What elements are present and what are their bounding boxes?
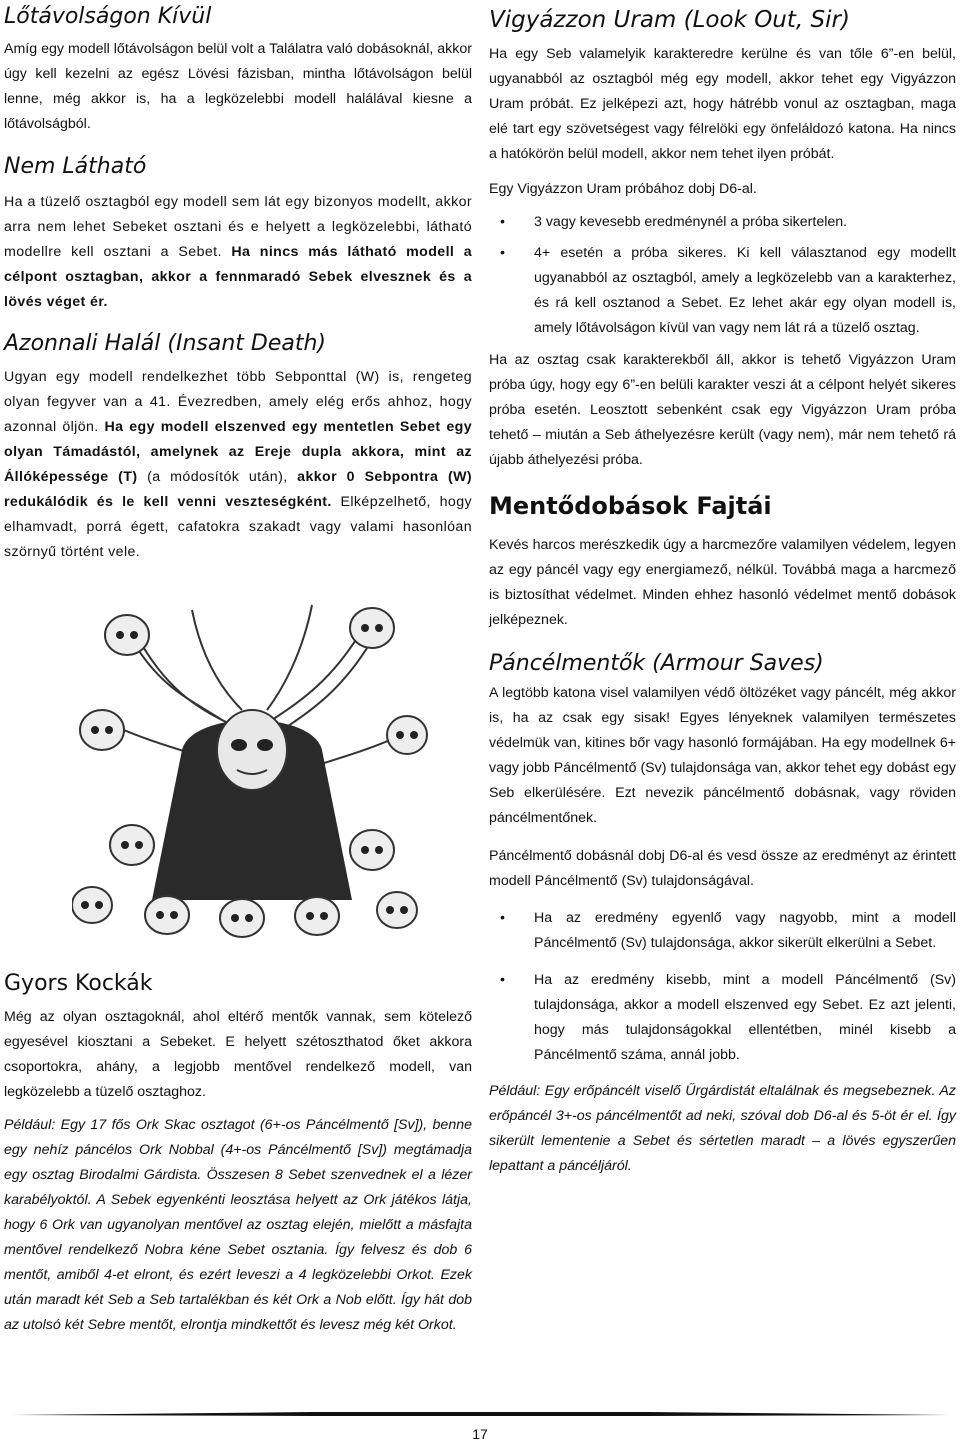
heading-out-of-range: Lőtávolságon Kívül [4, 4, 212, 29]
example-armour-saves: Például: Egy erőpáncélt viselő Űrgárdistát eltalálnak és megsebeznek. Az erőpáncél 3+-os páncélmentőt ad neki, szóval dob D6-al és 5-öt ér el. Így sikerült lementenie a Sebet és sértetlen maradt – a lövés egyszerűen lepattant a páncéljáról. [489, 1083, 956, 1174]
heading-armour-saves: Páncélmentők (Armour Saves) [489, 651, 824, 676]
paragraph-look-out-sir: Ha egy Seb valamelyik karakteredre kerülne és van tőle 6”-en belül, ugyanabból az osztagból még egy modell, akkor tehet egy Vigyázzon Uram próbát. Ez jelképezi azt, hogy hátrébb vonul az osztagban, maga elé tart egy szövetségest vagy félrelöki egy önfeláldozó katona. Ha nincs a hatókörön belül modell, akkor nem tehet ilyen próbát. [489, 46, 956, 162]
footer-rule [12, 1411, 948, 1417]
paragraph-armour-saves: A legtöbb katona visel valamilyen védő öltözéket vagy páncélt, még akkor is, ha az csak egy sisak! Egyes lényeknek valamilyen természetes védelmük van, kitines bőr vagy hasonló formájában. Ha egy modellnek 6+ vagy jobb Páncélmentő (Sv) tulajdonsága van, akkor tehet egy dobást egy Seb elkerülésére. Ezt nevezik páncélmentő dobásnak, vagy röviden páncélmentőnek. [489, 685, 956, 826]
paragraph-instant-death [4, 365, 472, 565]
heading-look-out-sir: Vigyázzon Uram (Look Out, Sir) [489, 7, 850, 33]
paragraph-look-out-sir-after: Ha az osztag csak karakterekből áll, akkor is tehető Vigyázzon Uram próba úgy, hogy egy 6”-en belüli karakter veszi át a célpont helyét sikeres próba esetén. Leosztott sebenként csak egy Vigyázzon Uram próba tehető – miután a Seb áthelyezésre került (vagy nem), már nem tehető rá újabb áthelyezési próba. [489, 352, 956, 468]
cyborg-skulls-illustration [72, 600, 432, 940]
right-column [489, 0, 956, 1179]
heading-instant-death: Azonnali Halál (Insant Death) [4, 331, 326, 356]
not-visible-bold: Ha nincs más látható modell a célpont osztagban, akkor a fennmaradó Sebek elvesznek és a lövés véget ér. [4, 244, 473, 310]
instant-death-bold-2: akkor 0 Sebpontra (W) redukálódik és le kell venni veszteségként. [4, 469, 472, 510]
heading-save-types: Mentődobások Fajtái [489, 492, 772, 520]
paragraph-save-types: Kevés harcos merészkedik úgy a harcmezőre valamilyen védelem, legyen az egy páncél vagy egy energiamező, nélkül. Továbbá maga a harcmező is biztosíthat védelmet. Minden ehhez hasonló védelmet mentő dobások jelképeznek. [489, 537, 956, 628]
heading-not-visible: Nem Látható [4, 154, 147, 179]
bullet-icon: • [500, 910, 505, 926]
instant-death-text-2: (a módosítók után), [147, 469, 288, 485]
look-out-sir-list [489, 210, 956, 341]
list-item: • 3 vagy kevesebb eredménynél a próba sikertelen. [489, 210, 956, 235]
armour-saves-list [489, 906, 956, 1068]
instant-death-text-1: Ugyan egy modell rendelkezhet több Sebponttal (W) is, rengeteg olyan fegyver van a 41. Évezredben, amely elég erős ahhoz, hogy azonnal öljön. [4, 369, 472, 435]
paragraph-fast-dice: Még az olyan osztagoknál, ahol eltérő mentők vannak, sem kötelező egyesével kiosztani a Sebeket. E helyett szétoszthatod őket akkora csoportokra, ahány, a legjobb mentővel rendelkező modell, van legközelebb a tüzelő osztaghoz. [4, 1009, 472, 1100]
paragraph-out-of-range: Amíg egy modell lőtávolságon belül volt a Találatra való dobásoknál, akkor úgy kell kezelni az egész Lövési fázisban, mintha lőtávolságon belül lenne, még akkor is, ha a legközelebbi modell halálával kiesne a lőtávolságból. [4, 41, 472, 132]
list-item: • Ha az eredmény kisebb, mint a modell Páncélmentő (Sv) tulajdonsága, akkor a modell elszenved egy Sebet. Ez azt jelenti, hogy más tulajdonságokkal ellentétben, minél kisebb a Páncélmentő száma, annál jobb. [489, 968, 956, 1068]
list-item: • 4+ esetén a próba sikeres. Ki kell választanod egy modellt ugyanabból az osztagból, amely a legközelebb van a karakterhez, és rá kell osztanod a Sebet. Ez lehet akár egy olyan modell is, amely lőtávolságon kívül van vagy nem lát rá a tüzelő osztag. [489, 241, 956, 341]
page-number: 17 [472, 1426, 488, 1442]
armour-saves-roll: Páncélmentő dobásnál dobj D6-al és vesd össze az eredményt az érintett modell Páncélmentő (Sv) tulajdonságával. [489, 848, 956, 889]
bullet-icon: • [500, 245, 505, 261]
look-out-sir-roll: Egy Vigyázzon Uram próbához dobj D6-al. [489, 181, 757, 197]
instant-death-text-3: Elképzelhető, hogy elhamvadt, porrá égett, cafatokra szakadt vagy valami hasonlóan szörnyű történt vele. [4, 494, 472, 560]
left-column [4, 0, 473, 1333]
instant-death-bold-1: Ha egy modell elszenved egy mentetlen Sebet egy olyan Támadástól, amelynek az Ereje dupla akkora, mint az Állóképessége (T) [4, 419, 472, 485]
example-fast-dice: Például: Egy 17 fős Ork Skac osztagot (6+-os Páncélmentő [Sv]), benne egy nehíz páncélos Ork Nobbal (4+-os Páncélmentő [Sv]) megtámadja egy osztag Birodalmi Gárdista. Összesen 8 Sebet szenvednek el a lézer karabélyoktól. A Sebek egyenkénti leosztása helyett az Ork játékos látja, hogy 6 Ork van ugyanolyan mentővel az osztag elején, mielőtt a másfajta mentővel rendelkező Nobra kéne Sebet osztania. Így felvesz és dob 6 mentőt, amiből 4-et elront, és ezért leveszi a 4 legközelebbi Orkot. Ezek után maradt két Seb a Seb tartalékban és két Ork a Nob előtt. Így hát dob az utolsó két Sebre mentőt, elrontja mindkettőt és levesz még két Orkot. [4, 1117, 472, 1333]
not-visible-text: Ha a tüzelő osztagból egy modell sem lát egy bizonyos modellt, akkor arra nem lehet Sebeket osztani és e helyett a legközelebbi, látható modellre kell osztani a Sebet. [4, 194, 472, 260]
bullet-icon: • [500, 972, 505, 988]
bullet-icon: • [500, 214, 505, 230]
heading-fast-dice: Gyors Kockák [4, 971, 153, 996]
paragraph-not-visible [4, 190, 472, 315]
list-item: • Ha az eredmény egyenlő vagy nagyobb, mint a modell Páncélmentő (Sv) tulajdonsága, akkor sikerült elkerülni a Sebet. [489, 906, 956, 956]
